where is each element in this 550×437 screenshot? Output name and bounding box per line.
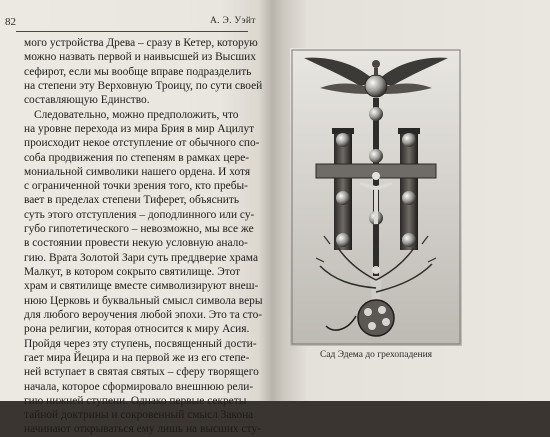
text-line: нюю Церковь и буквальный смысл символа веры	[24, 294, 263, 307]
text-line: составляющую Единство.	[24, 94, 150, 107]
text-line: для любого вероучения любой эпохи. Это та сто-	[24, 308, 263, 321]
text-line: суть этого отступления – доподлинного или су-	[24, 208, 255, 221]
text-line: сефирот, если мы вообще вправе подразделить	[24, 65, 252, 78]
left-page	[0, 0, 268, 436]
header-rule	[16, 31, 248, 32]
text-line: губо гипотетического – невозможно, мы все же	[24, 223, 254, 236]
body-text	[24, 36, 264, 437]
text-line: с ограниченной точки зрения того, кто пребы-	[24, 180, 248, 193]
text-line: начала, которое сформировало внешнюю рели-	[24, 380, 254, 393]
text-line: тайной доктрины и сокровенный смысл Закона	[24, 409, 254, 422]
text-line: Пройдя через эту ступень, посвященный дости-	[24, 337, 257, 350]
text-line: мого устройства Древа – сразу в Кетер, которую	[24, 37, 258, 49]
text-line: Малкут, в котором сокрыто святилище. Этот	[24, 266, 241, 278]
text-line: ней вступает в святая святых – сферу творящего	[24, 366, 259, 379]
text-line: происходит некое отступление от обычного спо-	[24, 137, 260, 150]
text-line: на уровне перехода из мира Брия в мир Ацилут	[24, 122, 255, 135]
text-line: соба продвижения по степеням в рамках цере-	[24, 151, 250, 164]
text-line: в состоянии провести некую условную анало-	[24, 237, 248, 250]
text-line: храм и святилище вместе символизируют внеш-	[24, 280, 259, 293]
tree-of-life-engraving-icon	[290, 48, 462, 346]
text-line: начинают открываться ему лишь на высших сту-	[24, 423, 261, 436]
text-line: мониальной символики нашего ордена. И хотя	[24, 165, 251, 178]
text-line: гает мира Йецира и на первой же из его степе-	[24, 351, 250, 364]
right-page	[276, 0, 550, 401]
text-line: на степени эту Верховную Троицу, по сути своей	[24, 79, 263, 92]
text-line: рона религии, которая относится к миру Асия.	[24, 323, 250, 336]
text-line: можно назвать первой и наивысшей из Высших	[24, 51, 256, 64]
text-line: гию. Врата Золотой Зари суть преддверие храма	[24, 251, 258, 264]
page-number: 82	[5, 16, 16, 28]
illustration-plate	[290, 48, 462, 346]
text-line: вает в пределах степени Тиферет, объяснить	[24, 194, 240, 207]
running-head: А. Э. Уэйт	[210, 16, 256, 26]
text-line: Следовательно, можно предположить, что	[34, 108, 239, 121]
text-line: гию нижней ступени. Однако первые секреты	[24, 394, 247, 407]
illustration-caption: Сад Эдема до грехопадения	[319, 350, 433, 360]
